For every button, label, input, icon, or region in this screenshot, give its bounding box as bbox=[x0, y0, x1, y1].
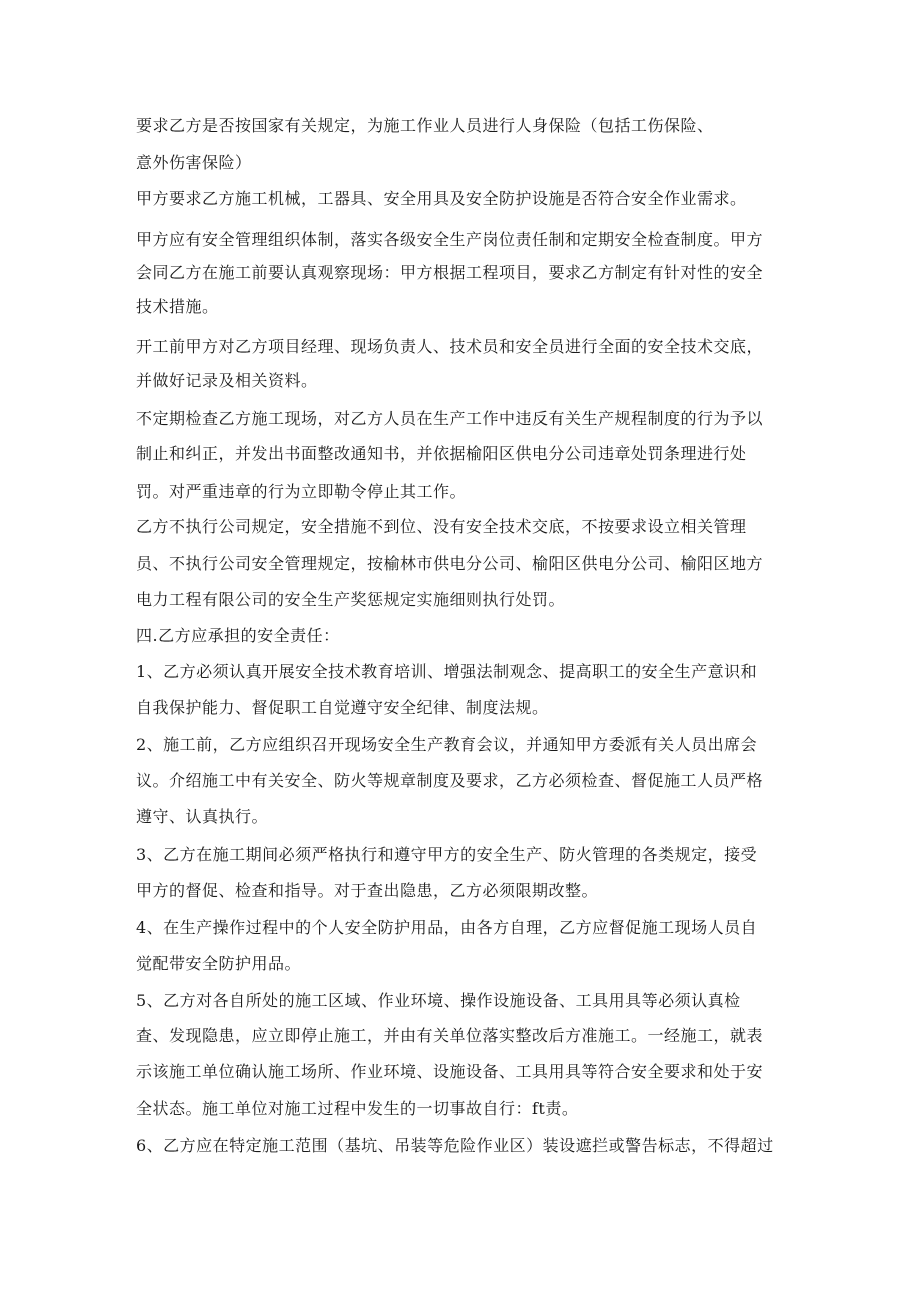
text-line: 4、在生产操作过程中的个人安全防护用品，由各方自理，乙方应督促施工现场人员自 bbox=[136, 918, 758, 937]
text-line: 1、乙方必须认真开展安全技术教育培训、增强法制观念、提高职工的安全生产意识和 bbox=[136, 662, 758, 681]
text-line: 会同乙方在施工前要认真观察现场：甲方根据工程项目，要求乙方制定有针对性的安全 bbox=[136, 263, 764, 282]
text-line: 电力工程有限公司的安全生产奖惩规定实施细则执行处罚。 bbox=[136, 590, 566, 609]
text-line: 不定期检查乙方施工现场，对乙方人员在生产工作中违反有关生产规程制度的行为予以 bbox=[136, 409, 764, 428]
text-line: 意外伤害保险） bbox=[136, 153, 252, 172]
text-line: 开工前甲方对乙方项目经理、现场负责人、技术员和安全员进行全面的安全技术交底， bbox=[136, 337, 764, 356]
section-heading: 四.乙方应承担的安全责任： bbox=[136, 626, 340, 645]
text-line: 5、乙方对各自所处的施工区域、作业环境、操作设施设备、工具用具等必须认真检 bbox=[136, 991, 741, 1010]
text-line: 遵守、认真执行。 bbox=[136, 807, 269, 826]
text-line: 2、施工前，乙方应组织召开现场安全生产教育会议，并通知甲方委派有关人员出席会 bbox=[136, 735, 758, 754]
text-line: 查、发现隐患，应立即停止施工，并由有关单位落实整改后方准施工。一经施工，就表 bbox=[136, 1026, 764, 1045]
text-line: 示该施工单位确认施工场所、作业环境、设施设备、工具用具等符合安全要求和处于安 bbox=[136, 1062, 764, 1081]
text-line: 要求乙方是否按国家有关规定，为施工作业人员进行人身保险（包括工伤保险、 bbox=[136, 116, 714, 135]
text-line: 甲方要求乙方施工机械，工器具、安全用具及安全防护设施是否符合安全作业需求。 bbox=[136, 189, 747, 208]
text-line: 乙方不执行公司规定，安全措施不到位、没有安全技术交底，不按要求设立相关管理 bbox=[136, 517, 747, 536]
text-line: 觉配带安全防护用品。 bbox=[136, 954, 302, 973]
text-line: 议。介绍施工中有关安全、防火等规章制度及要求，乙方必须检查、督促施工人员严格 bbox=[136, 771, 764, 790]
text-line: 制止和纠正，并发出书面整改通知书，并依据榆阳区供电分公司违章处罚条理进行处 bbox=[136, 444, 747, 463]
text-line: 自我保护能力、督促职工自觉遵守安全纪律、制度法规。 bbox=[136, 698, 549, 717]
text-line: 甲方应有安全管理组织体制，落实各级安全生产岗位责任制和定期安全检查制度。甲方 bbox=[136, 230, 764, 249]
text-line: 并做好记录及相关资料。 bbox=[136, 371, 318, 390]
text-line: 技术措施。 bbox=[136, 297, 219, 316]
text-line: 3、乙方在施工期间必须严格执行和遵守甲方的安全生产、防火管理的各类规定，接受 bbox=[136, 845, 758, 864]
text-line: 6、乙方应在特定施工范围（基坑、吊装等危险作业区）装设遮拦或警告标志，不得超过 bbox=[136, 1136, 774, 1155]
text-line: 罚。对严重违章的行为立即勒令停止其工作。 bbox=[136, 482, 467, 501]
text-line: 员、不执行公司安全管理规定，按榆林市供电分公司、榆阳区供电分公司、榆阳区地方 bbox=[136, 554, 764, 573]
text-line: 全状态。施工单位对施工过程中发生的一切事故自行：ft责。 bbox=[136, 1099, 579, 1118]
text-line: 甲方的督促、检查和指导。对于查出隐患，乙方必须限期改整。 bbox=[136, 881, 599, 900]
